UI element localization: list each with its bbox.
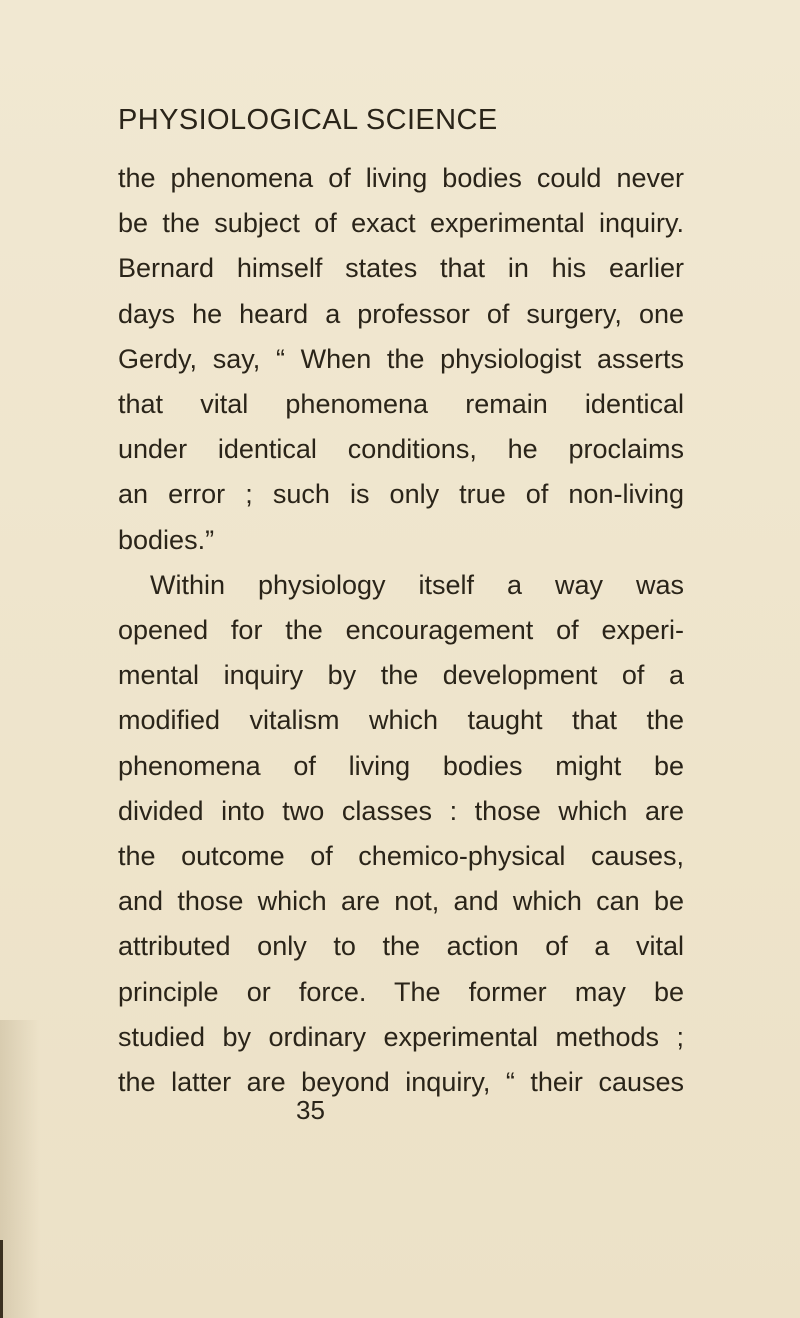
body-line: be the subject of exact experimental inquiry. (118, 208, 684, 239)
body-line: attributed only to the action of a vital (118, 931, 684, 962)
binding-edge-mark (0, 1240, 3, 1318)
body-line: principle or force. The former may be (118, 976, 684, 1007)
body-line: Bernard himself states that in his earlier (118, 253, 684, 284)
body-line: under identical conditions, he proclaims (118, 434, 684, 465)
body-line: opened for the encouragement of experi- (118, 615, 684, 645)
page-number: 35 (296, 1095, 325, 1125)
body-line: an error ; such is only true of non-living (118, 479, 684, 510)
body-line: and those which are not, and which can be (118, 886, 684, 917)
body-line-paragraph-start: Within physiology itself a way was (150, 569, 684, 600)
body-line: the phenomena of living bodies could never (118, 163, 684, 193)
body-line: the latter are beyond inquiry, “ their causes (118, 1067, 684, 1097)
body-line: modified vitalism which taught that the (118, 705, 684, 736)
body-line: divided into two classes : those which are (118, 795, 684, 826)
body-line: days he heard a professor of surgery, one (118, 298, 684, 329)
body-line: studied by ordinary experimental methods ; (118, 1021, 684, 1052)
body-line: the outcome of chemico-physical causes, (118, 841, 684, 871)
body-line: that vital phenomena remain identical (118, 389, 684, 419)
running-title: PHYSIOLOGICAL SCIENCE (118, 104, 498, 136)
page-edge-shadow (0, 1020, 40, 1318)
body-line-paragraph-end: bodies.” (118, 524, 215, 555)
body-line: mental inquiry by the development of a (118, 660, 684, 691)
body-line: Gerdy, say, “ When the physiologist asserts (118, 343, 684, 374)
body-line: phenomena of living bodies might be (118, 750, 684, 781)
